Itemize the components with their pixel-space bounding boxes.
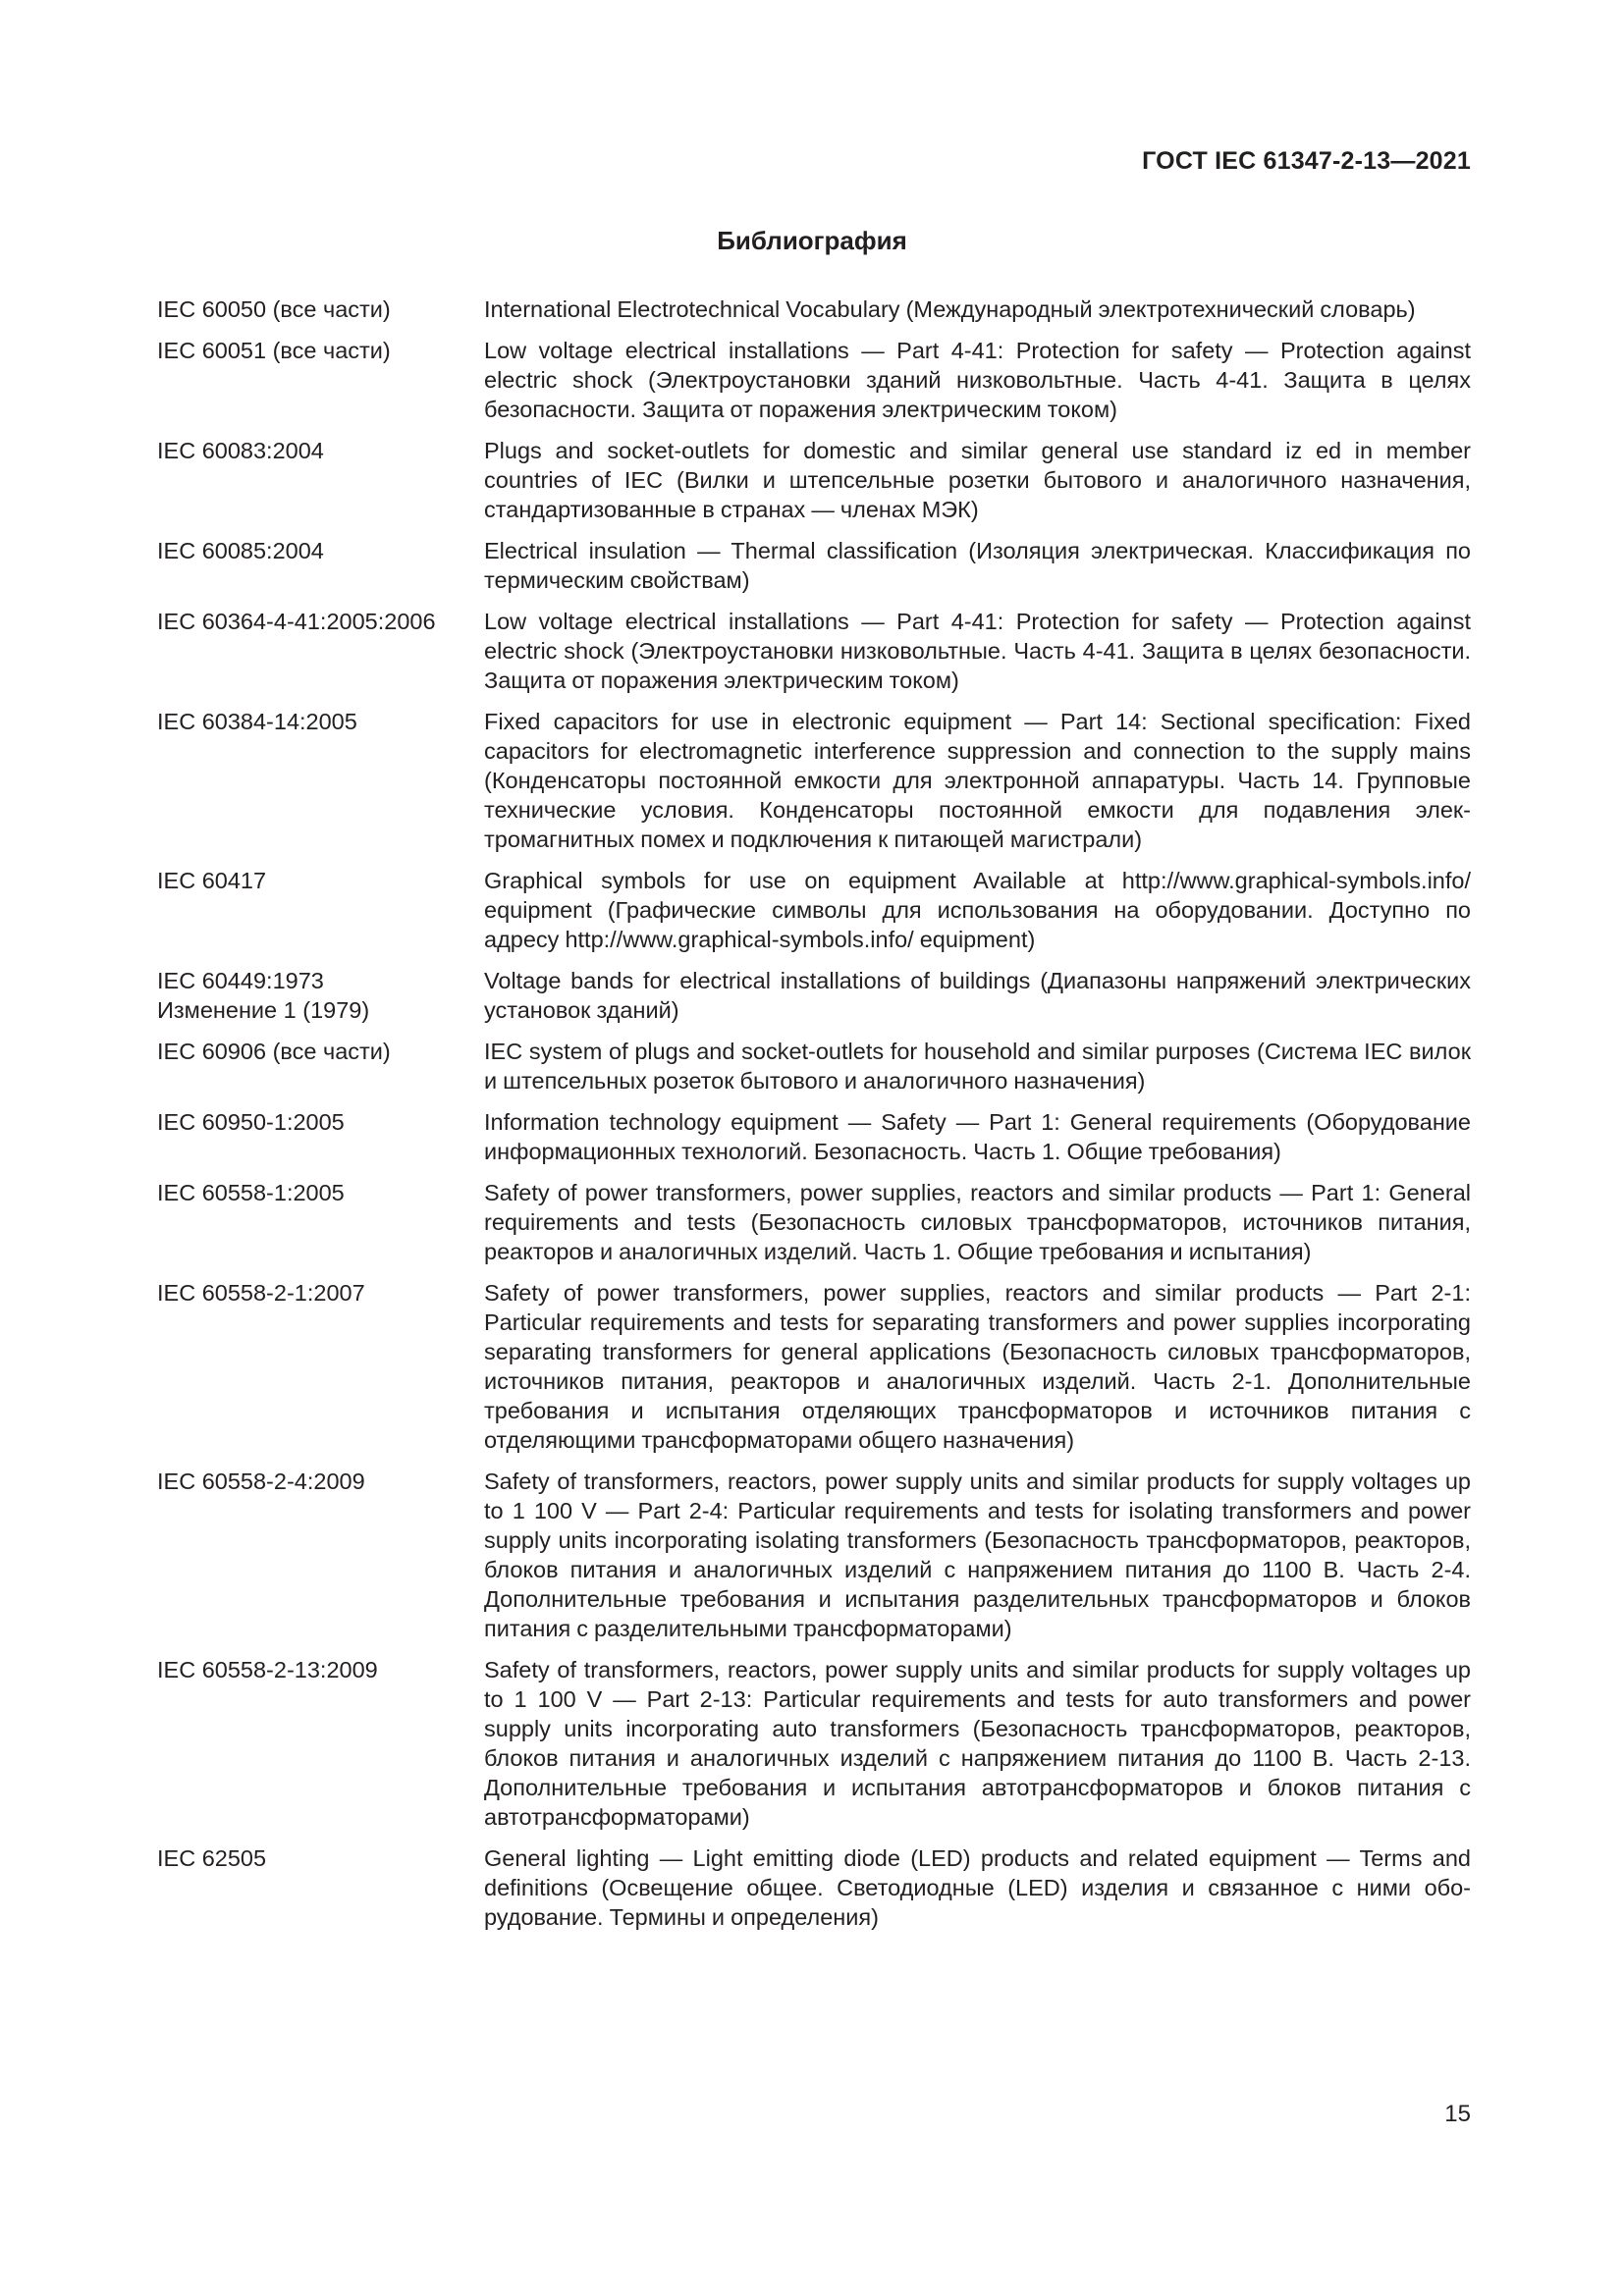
bibliography-entry — [157, 707, 1471, 854]
bibliography-entry — [157, 607, 1471, 695]
reference-id-line: IEC 62505 — [157, 1845, 267, 1871]
page-number: 15 — [1444, 2101, 1471, 2127]
reference-description: Safety of power transformers, power supplies, reactors and similar products — Part 1: General requirements and tests (Безопасность силовых трансформаторов, источников питания, реакторов и аналогичных изделий. Часть 1. Общие требования и испытания) — [484, 1180, 1471, 1264]
reference-id — [157, 1467, 484, 1496]
reference-description: Safety of transformers, reactors, power supply units and similar products for supply voltages up to 1 100 V — Part 2-4: Particular requirements and tests for isolating transformers and power supply units incorporating isolating transformers (Безопасность трансформаторов, реакторов, блоков питания и аналогичных изделий с напряжением питания до 1100 В. Часть 2-4. Дополнительные требования и испытания разделительных трансформаторов и блоков питания с разделительными трансформаторами) — [484, 1468, 1471, 1641]
reference-id — [157, 294, 484, 324]
reference-id — [157, 707, 484, 736]
bibliography-entry — [157, 1037, 1471, 1095]
reference-id-line: IEC 60558-2-1:2007 — [157, 1280, 365, 1306]
reference-id — [157, 536, 484, 565]
reference-id — [157, 1178, 484, 1207]
bibliography-entry — [157, 1843, 1471, 1932]
page-title: Библиография — [717, 226, 907, 255]
reference-id-line: IEC 60364-4-41:2005:2006 — [157, 609, 436, 634]
reference-id-line: IEC 60083:2004 — [157, 438, 324, 463]
bibliography-entry — [157, 1107, 1471, 1166]
reference-id-line: IEC 60558-1:2005 — [157, 1180, 345, 1205]
reference-id-line: IEC 60558-2-13:2009 — [157, 1657, 378, 1682]
bibliography-entry — [157, 1278, 1471, 1455]
reference-description: International Electrotechnical Vocabulary (Международный электротехнический словарь) — [484, 296, 1416, 322]
reference-id — [157, 866, 484, 895]
reference-id-line: IEC 60558-2-4:2009 — [157, 1468, 365, 1494]
reference-description: Safety of transformers, reactors, power supply units and similar products for supply voltages up to 1 100 V — Part 2-13: Particular requirements and tests for auto transformers and power supply units incorporating auto transformers (Безопасность трансформаторов, реакторов, блоков питания и аналогичных изделий с напряжением питания до 1100 В. Часть 2-13. Дополнительные требования и испытания автотрансформаторов и блоков питания с автотрансформаторами) — [484, 1657, 1471, 1830]
bibliography-entry — [157, 1467, 1471, 1643]
reference-id — [157, 436, 484, 465]
reference-id-line: IEC 60417 — [157, 868, 267, 893]
reference-id-line: IEC 60085:2004 — [157, 538, 324, 563]
reference-id — [157, 336, 484, 365]
reference-id-line: IEC 60906 (все части) — [157, 1039, 391, 1064]
reference-description: Electrical insulation — Thermal classification (Изоляция электрическая. Классификация по термическим свойствам) — [484, 538, 1471, 593]
bibliography-entry — [157, 1655, 1471, 1832]
reference-description: Information technology equipment — Safety — Part 1: General requirements (Оборудование информационных технологий. Безопасность. Часть 1. Общие требования) — [484, 1109, 1471, 1164]
reference-id-line: IEC 60449:1973 — [157, 968, 324, 993]
reference-id-line: IEC 60950-1:2005 — [157, 1109, 345, 1135]
reference-description: Voltage bands for electrical installations of buildings (Диапазоны напряжений электрических установок зданий) — [484, 968, 1471, 1023]
bibliography-list — [157, 294, 1471, 1944]
bibliography-entry — [157, 1178, 1471, 1266]
reference-description: General lighting — Light emitting diode (LED) products and related equipment — Terms and definitions (Освещение общее. Светодиодные (LED) изделия и связанное с ними оборудование. Термины и определения) — [484, 1845, 1471, 1930]
reference-id — [157, 1037, 484, 1066]
reference-description: Low voltage electrical installations — Part 4-41: Protection for safety — Protection against electric shock (Электроустановки низковольтные. Часть 4-41. Защита в целях безопасности. Защита от поражения электрическим током) — [484, 609, 1471, 693]
reference-id — [157, 1278, 484, 1308]
reference-id-line: IEC 60051 (все части) — [157, 338, 391, 363]
reference-id-line: IEC 60050 (все части) — [157, 296, 391, 322]
reference-description: Plugs and socket-outlets for domestic and similar general use standard iz ed in member countries of IEC (Вилки и штепсельные розетки бытового и аналогичного назначения, стандартизованные в странах — членах МЭК) — [484, 438, 1471, 522]
reference-description: Fixed capacitors for use in electronic equipment — Part 14: Sectional specification: Fixed capacitors for electromagnetic interference suppression and connection to the supply mains (Конденсаторы постоянной емкости для электронной аппаратуры. Часть 14. Групповые технические условия. Конденсаторы постоянной емкости для подавления электромагнитных помех и подключения к питающей магистрали) — [484, 709, 1471, 852]
reference-description: Graphical symbols for use on equipment Available at http://www.graphical-symbols.info/ equipment (Графические символы для использования на оборудовании. Доступно по адресу http://www.graphical-symbols.info/ equipment) — [484, 868, 1471, 952]
bibliography-entry — [157, 294, 1471, 324]
reference-id-line: Изменение 1 (1979) — [157, 997, 370, 1023]
reference-id — [157, 1843, 484, 1873]
bibliography-entry — [157, 966, 1471, 1025]
reference-description: Low voltage electrical installations — Part 4-41: Protection for safety — Protection against electric shock (Электроустановки зданий низковольтные. Часть 4-41. Защита в целях безопасности. Защита от поражения электрическим током) — [484, 338, 1471, 422]
reference-id — [157, 966, 484, 1025]
reference-id-line: IEC 60384-14:2005 — [157, 709, 357, 734]
bibliography-entry — [157, 866, 1471, 954]
reference-id — [157, 1107, 484, 1137]
bibliography-entry — [157, 336, 1471, 424]
document-header: ГОСТ IEC 61347-2-13—2021 — [1142, 147, 1471, 175]
bibliography-entry — [157, 436, 1471, 524]
reference-id — [157, 607, 484, 636]
reference-id — [157, 1655, 484, 1684]
reference-description: Safety of power transformers, power supplies, reactors and similar products — Part 2-1: Particular requirements and tests for separating transformers and power supplies incorporating separating transformers for general applications (Безопасность силовых трансформаторов, источников питания, реакторов и аналогичных изделий. Часть 2-1. Дополнительные требования и испытания отделяющих трансформаторов и источников питания с отделяющими трансформаторами общего назначения) — [484, 1280, 1471, 1453]
reference-description: IEC system of plugs and socket-outlets for household and similar purposes (Система IEC вилок и штепсельных розеток бытового и аналогичного назначения) — [484, 1039, 1471, 1094]
bibliography-entry — [157, 536, 1471, 595]
